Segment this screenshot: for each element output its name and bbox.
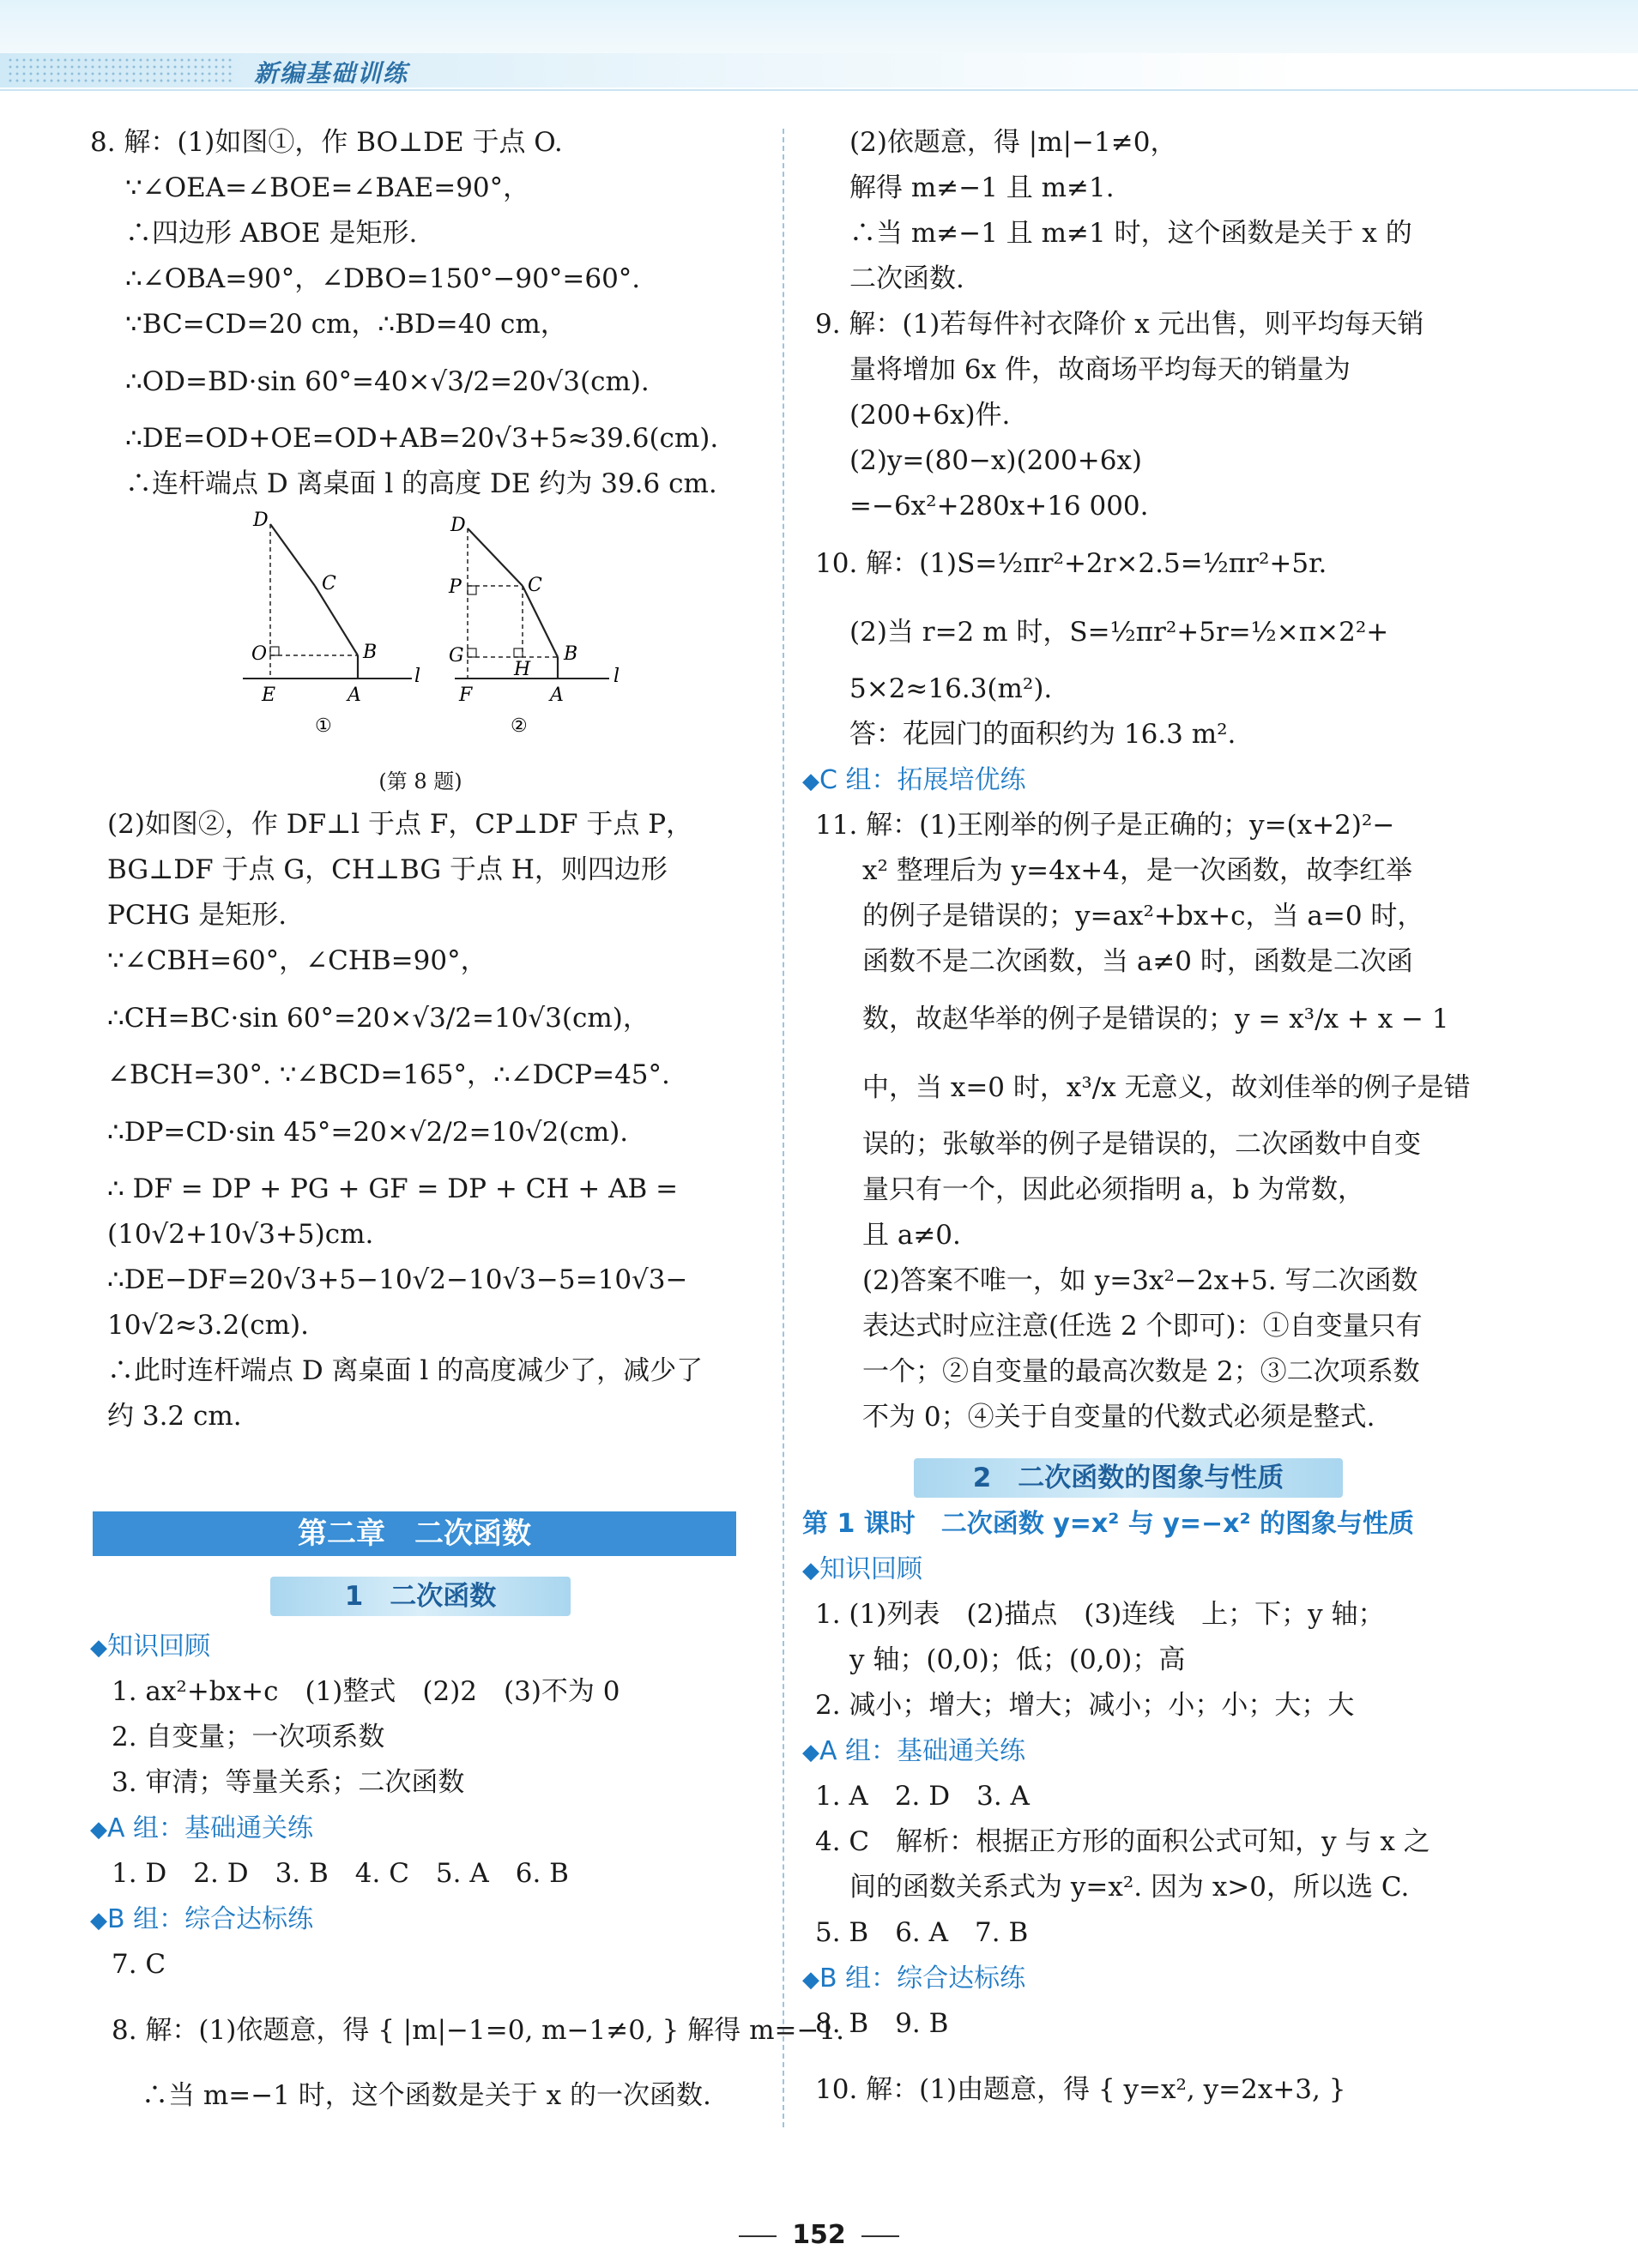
figure-2 <box>448 515 620 737</box>
diamond-icon: ◆ <box>802 1740 819 1765</box>
cont-line: ∴当 m≠−1 且 m≠1 时，这个函数是关于 x 的 <box>849 218 1412 249</box>
fig1-label-l: l <box>414 666 421 687</box>
group-a-answers: 1. D 2. D 3. B 4. C 5. A 6. B <box>112 1858 569 1889</box>
fig1-rod-cb <box>315 586 358 655</box>
cont-line: 二次函数. <box>849 263 964 294</box>
column-divider <box>783 129 784 2127</box>
right-column <box>802 120 1471 1440</box>
q8b-line: ∴ DF = DP + PG + GF = DP + CH + AB = <box>107 1173 679 1204</box>
cont-line: 解得 m≠−1 且 m≠1. <box>849 172 1115 203</box>
left-column <box>90 120 751 1439</box>
knowledge-heading-text: 知识回顾 <box>107 1632 210 1662</box>
fig1-label-e: E <box>262 685 276 706</box>
knowledge-line: 3. 审清；等量关系；二次函数 <box>112 1767 465 1798</box>
left-column-lower <box>90 1624 845 2119</box>
diamond-icon: ◆ <box>802 769 819 794</box>
knowledge-heading <box>90 1624 751 1669</box>
header-dot-pattern <box>7 57 232 86</box>
fig2-label-p: P <box>449 576 462 598</box>
group-a-line-right: 4. C 解析：根据正方形的面积公式可知，y 与 x 之 <box>815 1826 1430 1857</box>
fig2-label-a: A <box>550 685 564 706</box>
figure-q8-svg <box>90 507 751 764</box>
knowledge-line-right: 2. 减小；增大；增大；减小；小；小；大；大 <box>815 1690 1355 1721</box>
q8b-line: ∴CH=BC·sin 60°=20×√3/2=10√3(cm)， <box>107 1003 650 1034</box>
fig2-number: ② <box>511 715 528 737</box>
knowledge-heading-right <box>802 1547 1467 1592</box>
fig2-label-c: C <box>528 575 542 596</box>
page-number-dash-right <box>861 2235 899 2237</box>
page-number-text: 152 <box>792 2220 846 2250</box>
fig1-label-a: A <box>348 685 361 706</box>
header-band <box>0 53 1638 87</box>
q9-line: 9. 解：(1)若每件衬衣降价 x 元出售，则平均每天销 <box>815 309 1424 340</box>
q11-line: 中，当 x=0 时，x³/x 无意义，故刘佳举的例子是错 <box>862 1072 1471 1103</box>
q11-line: 量只有一个，因此必须指明 a，b 为常数， <box>862 1174 1365 1205</box>
q8b-line: ∠BCH=30°. ∵∠BCD=165°，∴∠DCP=45°. <box>107 1059 670 1090</box>
diamond-icon: ◆ <box>90 1908 107 1933</box>
q8-line: ∵∠OEA=∠BOE=∠BAE=90°， <box>125 172 530 203</box>
q8c-line: 8. 解：(1)依题意，得 { |m|−1=0, m−1≠0, } 解得 m=−1. <box>112 2015 845 2046</box>
q10-line: 答：花园门的面积约为 16.3 m². <box>849 719 1236 750</box>
fig2-label-l: l <box>613 666 620 687</box>
q8b-line: PCHG 是矩形. <box>107 900 287 931</box>
fig2-right-angle-g <box>468 648 476 657</box>
group-b-heading-text: B 组：综合达标练 <box>107 1904 314 1934</box>
q8c-line: ∴当 m=−1 时，这个函数是关于 x 的一次函数. <box>142 2080 711 2111</box>
q9-line: 量将增加 6x 件，故商场平均每天的销量为 <box>849 354 1351 385</box>
q8b-line: 10√2≈3.2(cm). <box>107 1310 309 1341</box>
diamond-icon: ◆ <box>90 1635 107 1661</box>
q8b-line: BG⊥DF 于点 G，CH⊥BG 于点 H，则四边形 <box>107 854 668 885</box>
knowledge-line: 1. ax²+bx+c (1)整式 (2)2 (3)不为 0 <box>112 1676 620 1707</box>
q10-line: 10. 解：(1)S=½πr²+2r×2.5=½πr²+5r. <box>815 548 1327 579</box>
figure-caption: (第 8 题) <box>378 769 462 793</box>
group-a-line-right: 1. A 2. D 3. A <box>815 1781 1030 1812</box>
q8b-line: (2)如图②，作 DF⊥l 于点 F，CP⊥DF 于点 P， <box>107 809 693 840</box>
group-a-heading <box>90 1806 751 1851</box>
q8-line: ∴DE=OD+OE=OD+AB=20√3+5≈39.6(cm). <box>125 423 719 454</box>
lesson-banner-1: 1 二次函数 <box>270 1577 571 1616</box>
q8-line: ∴∠OBA=90°，∠DBO=150°−90°=60°. <box>125 263 641 294</box>
q10b-line: 10. 解：(1)由题意，得 { y=x², y=2x+3, } <box>815 2074 1346 2105</box>
fig1-label-d: D <box>253 510 269 531</box>
group-b-answers-right: 8. B 9. B <box>815 2008 949 2039</box>
fig1-number: ① <box>315 715 332 737</box>
q8-line: ∴四边形 ABOE 是矩形. <box>125 218 418 249</box>
header-rule <box>0 89 1638 91</box>
q8-line: ∵BC=CD=20 cm，∴BD=40 cm， <box>125 309 567 340</box>
q8b-line: ∴DP=CD·sin 45°=20×√2/2=10√2(cm). <box>107 1117 629 1148</box>
group-b-heading-right <box>802 1956 1467 2001</box>
right-column-lower <box>802 1501 1467 2132</box>
q8-line: ∴OD=BD·sin 60°=40×√3/2=20√3(cm). <box>125 366 650 397</box>
fig1-label-b: B <box>363 642 378 663</box>
group-a-line-right: 5. B 6. A 7. B <box>815 1917 1029 1948</box>
q8b-line: 约 3.2 cm. <box>107 1401 242 1432</box>
q11-line: 函数不是二次函数，当 a≠0 时，函数是二次函 <box>862 946 1413 977</box>
q11-line: 一个；②自变量的最高次数是 2；③二次项系数 <box>862 1356 1420 1387</box>
fig1-rod-dc <box>270 524 315 586</box>
cont-line: (2)依题意，得 |m|−1≠0， <box>849 127 1177 158</box>
q11-line: x² 整理后为 y=4x+4，是一次函数，故李红举 <box>862 855 1413 886</box>
fig2-label-b: B <box>564 643 578 665</box>
brand-title: 新编基础训练 <box>254 59 409 87</box>
fig2-right-angle-h <box>514 648 523 657</box>
q11-line: 误的；张敏举的例子是错误的，二次函数中自变 <box>862 1129 1421 1160</box>
figure-q8 <box>90 507 751 764</box>
fig1-label-o: O <box>251 643 268 665</box>
figure-1 <box>243 510 420 737</box>
group-a-heading-right <box>802 1728 1467 1774</box>
q8b-line: ∴此时连杆端点 D 离桌面 l 的高度减少了，减少了 <box>107 1355 704 1386</box>
fig2-label-f: F <box>459 685 473 706</box>
lesson-banner-2: 2 二次函数的图象与性质 <box>914 1458 1343 1498</box>
group-a-heading-text: A 组：基础通关练 <box>107 1813 314 1843</box>
knowledge-heading-right-text: 知识回顾 <box>819 1554 922 1584</box>
fig2-label-d: D <box>450 515 466 536</box>
q8-line: ∴连杆端点 D 离桌面 l 的高度 DE 约为 39.6 cm. <box>125 468 717 499</box>
group-b-answers: 7. C <box>112 1949 166 1980</box>
q8b-line: ∵∠CBH=60°，∠CHB=90°， <box>107 945 487 976</box>
fig1-right-angle <box>270 647 279 655</box>
diamond-icon: ◆ <box>90 1817 107 1843</box>
q9-line: (2)y=(80−x)(200+6x) <box>849 445 1143 476</box>
fig1-label-c: C <box>322 573 336 594</box>
q9-line: =−6x²+280x+16 000. <box>849 491 1149 522</box>
q9-line: (200+6x)件. <box>849 400 1011 431</box>
q11-line: 11. 解：(1)王刚举的例子是正确的；y=(x+2)²− <box>815 810 1395 841</box>
fig2-rod-dc <box>468 528 523 586</box>
group-a-heading-right-text: A 组：基础通关练 <box>819 1736 1026 1766</box>
knowledge-line-right: y 轴；(0,0)；低；(0,0)；高 <box>849 1644 1186 1675</box>
q11-line: 且 a≠0. <box>862 1220 961 1251</box>
lesson-subheading: 第 1 课时 二次函数 y=x² 与 y=−x² 的图象与性质 <box>802 1509 1415 1539</box>
page-number-dash-left <box>739 2235 777 2237</box>
q11-line: 数，故赵华举的例子是错误的；y = x³/x + x − 1 <box>862 1004 1449 1034</box>
q8-line: 8. 解：(1)如图①，作 BO⊥DE 于点 O. <box>90 127 563 158</box>
q11-line: 不为 0；④关于自变量的代数式必须是整式. <box>862 1402 1375 1433</box>
group-b-heading <box>90 1897 751 1942</box>
q8b-line: ∴DE−DF=20√3+5−10√2−10√3−5=10√3− <box>107 1264 688 1295</box>
q11-line: (2)答案不唯一，如 y=3x²−2x+5. 写二次函数 <box>862 1265 1418 1296</box>
group-c-heading <box>802 757 1467 803</box>
diamond-icon: ◆ <box>802 1558 819 1583</box>
fig2-right-angle-p <box>468 586 476 594</box>
group-b-heading-right-text: B 组：综合达标练 <box>819 1963 1026 1994</box>
q10-line: (2)当 r=2 m 时，S=½πr²+5r=½×π×2²+ <box>849 617 1389 648</box>
knowledge-line-right: 1. (1)列表 (2)描点 (3)连线 上；下；y 轴； <box>815 1599 1385 1630</box>
knowledge-line: 2. 自变量；一次项系数 <box>112 1722 385 1752</box>
diamond-icon: ◆ <box>802 1967 819 1993</box>
group-c-heading-text: C 组：拓展培优练 <box>819 765 1026 795</box>
fig2-label-g: G <box>449 645 464 667</box>
q11-line: 表达式时应注意(任选 2 个即可)：①自变量只有 <box>862 1311 1423 1342</box>
q8b-line: (10√2+10√3+5)cm. <box>107 1219 374 1250</box>
fig2-rod-cb <box>523 586 558 657</box>
chapter-banner: 第二章 二次函数 <box>93 1511 736 1556</box>
group-a-line-right: 间的函数关系式为 y=x². 因为 x>0，所以选 C. <box>849 1872 1410 1903</box>
q10-line: 5×2≈16.3(m²). <box>849 673 1053 704</box>
page-number <box>0 2220 1638 2250</box>
q11-line: 的例子是错误的；y=ax²+bx+c，当 a=0 时， <box>862 901 1424 932</box>
fig2-label-h: H <box>514 659 531 680</box>
